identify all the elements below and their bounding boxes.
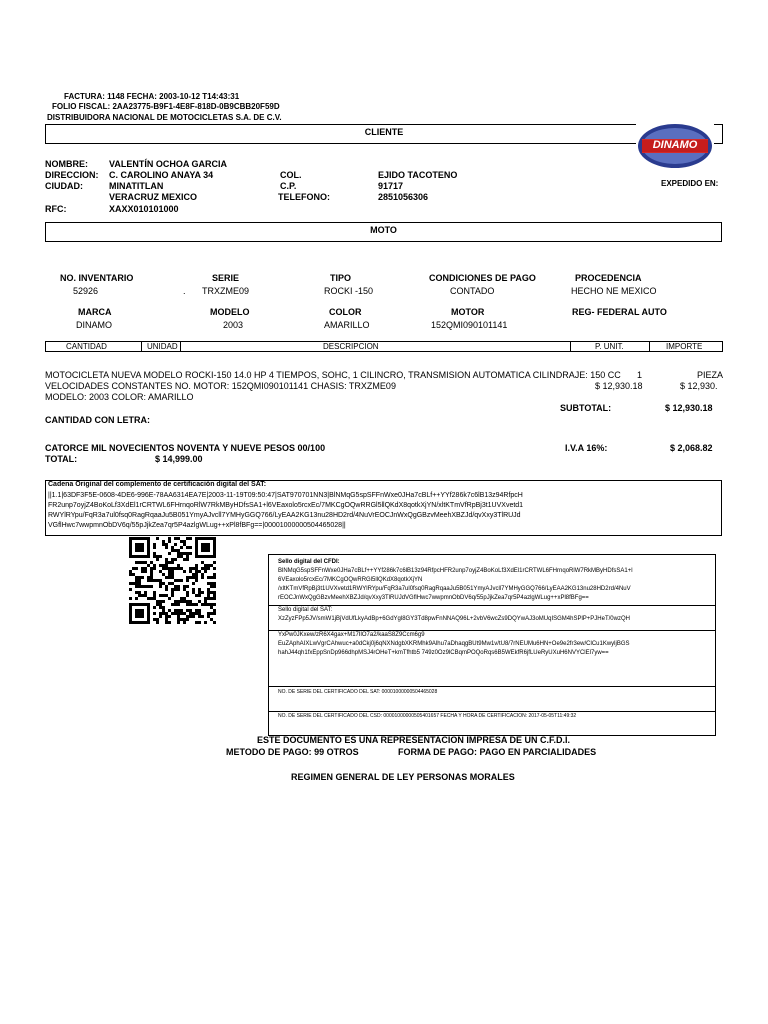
nombre-label: NOMBRE: <box>45 159 88 169</box>
qr-code <box>129 537 216 624</box>
no-inventario-label: NO. INVENTARIO <box>60 273 134 283</box>
cantidad-letra-value: CATORCE MIL NOVECIENTOS NOVENTA Y NUEVE PESOS 00/100 <box>45 443 326 453</box>
marca-value: DINAMO <box>76 320 112 330</box>
forma-pago: FORMA DE PAGO: PAGO EN PARCIALIDADES <box>398 747 597 757</box>
telefono-value: 2851056306 <box>378 192 429 202</box>
ciudad-label: CIUDAD: <box>45 181 83 191</box>
cadena-line4: VGflHwc7wwpmnObDV6q/55pJjkZea7qr5P4azlgWLug++xPl8fBFg==|00001000000504465028|| <box>48 522 346 529</box>
col-value: EJIDO TACOTENO <box>378 170 458 180</box>
moto-title: MOTO <box>370 225 397 235</box>
company-name: DISTRIBUIDORA NACIONAL DE MOTOCICLETAS S.A. DE C.V. <box>47 113 282 122</box>
condiciones-value: CONTADO <box>450 286 495 296</box>
item-unit: PIEZA <box>697 370 724 380</box>
inventario-dot: . <box>183 286 186 296</box>
metodo-pago: METODO DE PAGO: 99 OTROS <box>226 747 359 757</box>
cp-value: 91717 <box>378 181 404 191</box>
procedencia-value: HECHO NE MEXICO <box>571 286 657 296</box>
reg-federal-label: REG- FEDERAL AUTO <box>572 307 667 317</box>
cadena-title: Cadena Original del complemento de certificación digital del SAT: <box>48 481 267 488</box>
estado-value: VERACRUZ MEXICO <box>109 192 198 202</box>
col-unidad: UNIDAD <box>147 342 178 351</box>
item-desc-line1: MOTOCICLETA NUEVA MODELO ROCKI-150 14.0 HP 4 TIEMPOS, SOHC, 1 CILINCRO, TRANSMISION AUTOMATICA CILINDRAJE: 150 CC <box>45 370 621 380</box>
telefono-label: TELEFONO: <box>278 192 330 202</box>
cliente-title: CLIENTE <box>364 127 404 137</box>
cadena-line1: ||1.1|63DF3F5E-0608-4DE6-996E-78AA6314EA7E|2003-11-19T09:50:47|SAT970701NN3|BlNMqG5spSFFnWxe0JHa7cBLf++YYf286k7c6lB13z94RfpcH <box>48 492 523 499</box>
rfc-label: RFC: <box>45 204 67 214</box>
ciudad-value: MINATITLAN <box>109 181 164 191</box>
iva-label: I.V.A 16%: <box>565 443 608 453</box>
sello-sat-line3: EuZAphAIXLwVgrCAhwuc+a0dCkj0j6qNXNdgbXKRMhk9Alhu7aDhaqgBUt9Mw1v/tU8/7rNEUMu6HN+Oe9e2fr3ew/ClCu1KwyljBGS <box>278 641 630 647</box>
cfdi-note: ESTE DOCUMENTO ES UNA REPRESENTACION IMPRESA DE UN C.F.D.I. <box>257 735 571 745</box>
cadena-original-box <box>45 480 722 536</box>
total-value: $ 14,999.00 <box>155 454 203 464</box>
sello-cfdi-line3: /xltKTmVfRpBj3t1UVXvetd1RWYlRYpu/FqR3a7ul0fsq0RagRqaaJu5B051YmyAJvcll7YMHyGGQ766/LyEAA2KG13nu28HD2rd/4NuV <box>278 586 631 592</box>
items-header <box>45 341 723 352</box>
subtotal-value: $ 12,930.18 <box>665 403 713 413</box>
item-importe: $ 12,930. <box>680 381 718 391</box>
cadena-line2: FR2unp7oyjZ4BoKoLf3XdEl1rCRTWL6FHrnqoRlW7RkMByHDfsSA1+l6VEaxolo5rcxEc/7MKCgOQwRRGl5llQKdX8qotkXjYN/xltKTmVfRpBj3t1UVXvetd1 <box>48 502 524 509</box>
folio-fiscal: FOLIO FISCAL: 2AA23775-B9F1-4E8F-818D-0B9CBB20F59D <box>52 102 280 111</box>
sello-sat-line2: YxPw0JKxew/zR6X4gax+M17IlO7a2/kaaS8Z9Ccm6g9 <box>278 632 425 638</box>
col-importe: IMPORTE <box>666 342 703 351</box>
iva-value: $ 2,068.82 <box>670 443 713 453</box>
cadena-line3: RWYlRYpu/FqR3a7ul0fsq0RagRqaaJu5B051YmyAJvcll7YMHyGGQ766/LyEAA2KG13nu28HD2rd/4NuVrEOCJnWxQgGBzvMeehXBZJd/qvXxy3TlRUJd <box>48 512 521 519</box>
direccion-label: DIRECCION: <box>45 170 99 180</box>
serie-cert-sat: NO. DE SERIE DEL CERTIFICADO DEL SAT: 00001000000504465028 <box>278 689 438 695</box>
sello-sat-line1: XzZyzFPp5JV/smW1jBjVdUfLkyAdBp+6GdYgl8GY3Td8pwFnNNAQ96L+2vbV6wcZs9DQYwAJ3oMUqISGM4hSPlP+PJHeT/0wzQH <box>278 616 630 622</box>
direccion-value: C. CAROLINO ANAYA 34 <box>109 170 214 180</box>
total-label: TOTAL: <box>45 454 78 464</box>
logo-text: DINAMO <box>652 139 698 151</box>
modelo-value: 2003 <box>223 320 244 330</box>
rfc-value: XAXX010101000 <box>109 204 179 214</box>
regimen: REGIMEN GENERAL DE LEY PERSONAS MORALES <box>291 772 515 782</box>
motor-label: MOTOR <box>451 307 485 317</box>
item-desc-line3: MODELO: 2003 COLOR: AMARILLO <box>45 392 194 402</box>
col-cantidad: CANTIDAD <box>66 342 107 351</box>
tipo-label: TIPO <box>330 273 352 283</box>
motor-value: 152QMI090101141 <box>431 320 508 330</box>
cp-label: C.P. <box>280 181 297 191</box>
dinamo-logo <box>636 122 714 170</box>
color-label: COLOR <box>329 307 362 317</box>
serie-value: TRXZME09 <box>202 286 250 296</box>
condiciones-label: CONDICIONES DE PAGO <box>429 273 536 283</box>
col-descripcion: DESCRIPCION <box>323 342 379 351</box>
sello-box <box>268 554 716 736</box>
no-inventario-value: 52926 <box>73 286 99 296</box>
item-desc-line2: VELOCIDADES CONSTANTES NO. MOTOR: 152QMI090101141 CHASIS: TRXZME09 <box>45 381 396 391</box>
subtotal-label: SUBTOTAL: <box>560 403 612 413</box>
nombre-value: VALENTÍN OCHOA GARCIA <box>109 159 227 169</box>
expedido-en: EXPEDIDO EN: <box>661 179 719 188</box>
sello-cfdi-line4: rEOCJnWxQgGBzvMeehXBZJd/qvXxy3TlRUJdVGflHwc7wwpmnObDV6q/55pJjkZea7qr5P4azlgWLug++xPl8fBFg== <box>278 595 589 601</box>
sello-sat-title: Sello digital del SAT: <box>278 607 333 613</box>
marca-label: MARCA <box>78 307 112 317</box>
serie-cert-csd: NO. DE SERIE DEL CERTIFICADO DEL CSD: 00001000000505401657 FECHA Y HORA DE CERTIFICACION: 2017-05-05T11:49:32 <box>278 713 577 719</box>
sello-cfdi-line2: 6VEaxolo5rcxEc/7MKCgOQwRRGl5llQKdX8qotkXjYN <box>278 577 423 583</box>
color-value: AMARILLO <box>324 320 370 330</box>
sello-cfdi-title: Sello digital del CFDI: <box>278 559 340 565</box>
cliente-box <box>45 124 723 144</box>
moto-box <box>45 222 722 242</box>
item-p-unit: $ 12,930.18 <box>595 381 643 391</box>
item-qty: 1 <box>637 370 643 380</box>
col-p-unit: P. UNIT. <box>595 342 624 351</box>
procedencia-label: PROCEDENCIA <box>575 273 642 283</box>
modelo-label: MODELO <box>210 307 250 317</box>
col-label: COL. <box>280 170 302 180</box>
cantidad-letra-label: CANTIDAD CON LETRA: <box>45 415 150 425</box>
serie-label: SERIE <box>212 273 240 283</box>
tipo-value: ROCKI -150 <box>324 286 374 296</box>
factura-line: FACTURA: 1148 FECHA: 2003-10-12 T14:43:31 <box>64 92 240 101</box>
sello-cfdi-line1: BlNMqG5spSFFnWxe0JHa7cBLf++YYf286k7c6lB13z94RfpcHFR2unp7oyjZ4BoKoLf3XdEl1rCRTWL6FHrnqoRlW7RkMByHDfsSA1+l <box>278 568 633 574</box>
sello-sat-line4: hahJ44qh1fxEppSnDp966dhpMSJ4rOHeT+kmTfhtb5 749z0Oz9lCBqmPOQoRqs6B5WEkfR6jfLUeRyUXuH6NVYClEl7yw== <box>278 650 609 656</box>
